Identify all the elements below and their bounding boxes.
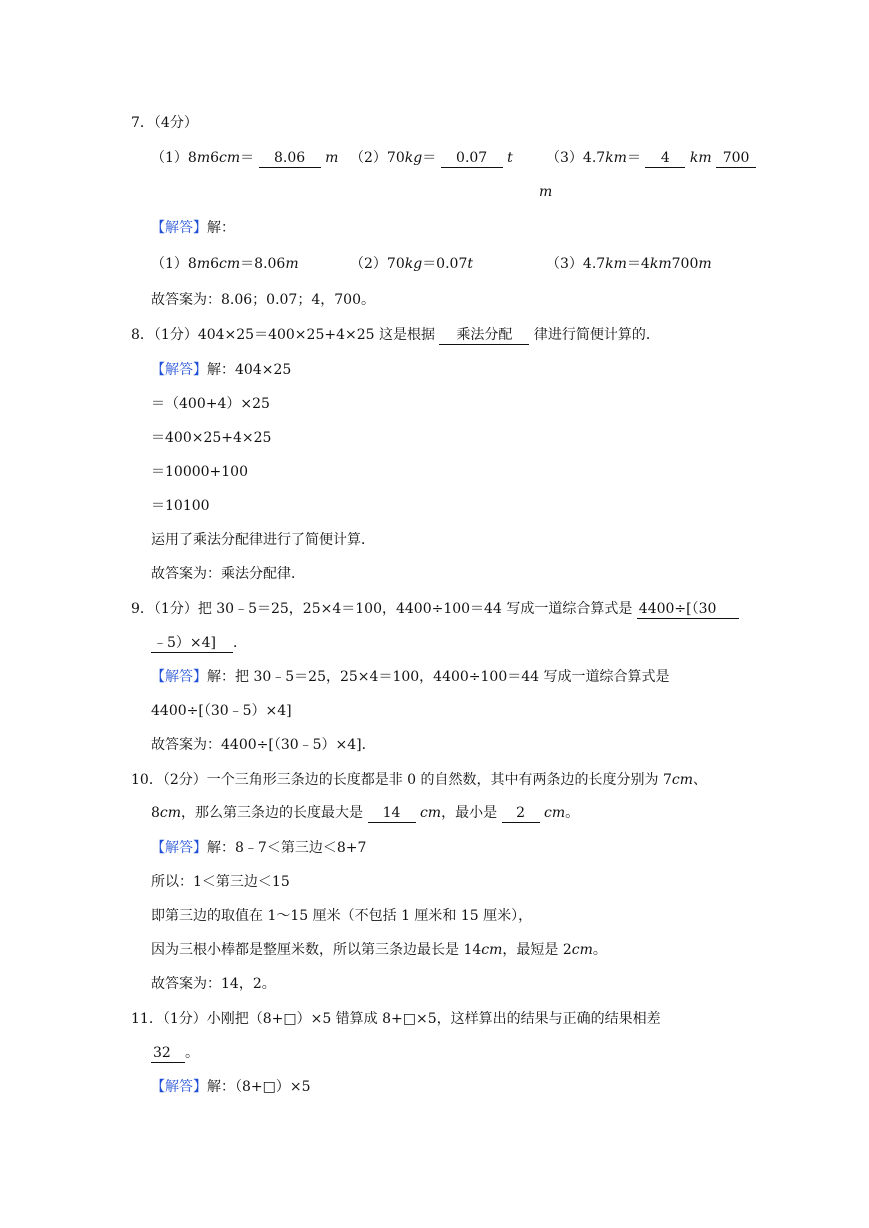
q8-note: 运用了乘法分配律进行了简便计算． xyxy=(151,532,375,548)
q10-solution-line3: 即第三边的取值在 1～15 厘米（不包括 1 厘米和 15 厘米）， xyxy=(151,908,533,924)
solution-tag: 【解答】 xyxy=(151,669,207,685)
q7-answer-blank-1: 8.06 xyxy=(259,149,321,168)
q11-stem-cont: 32 。 xyxy=(153,1045,199,1061)
q7-solution-1: （1）8m6cm＝8.06m xyxy=(151,256,299,272)
q11-solution-label: 【解答】解：（8+□）×5 xyxy=(151,1079,311,1095)
q10-final-answer: 故答案为：14，2。 xyxy=(151,976,276,992)
q9-solution-line2: 4400÷[（30﹣5）×4] xyxy=(151,703,292,719)
q9-answer-blank-part1: 4400÷[（30 xyxy=(637,600,739,619)
q7-header: 7．（4分） xyxy=(131,115,198,131)
q11-answer-blank: 32 xyxy=(151,1044,185,1063)
q9-final-answer: 故答案为：4400÷[（30﹣5）×4]． xyxy=(151,737,376,753)
q7-solution-3: （3）4.7km＝4km700m xyxy=(546,256,712,272)
q8-solution-label: 【解答】解：404×25 xyxy=(151,362,292,378)
q8-step: ＝10100 xyxy=(151,498,210,514)
solution-tag: 【解答】 xyxy=(151,1079,207,1095)
q7-final-answer: 故答案为：8.06；0.07；4，700。 xyxy=(151,292,375,308)
solution-tag: 【解答】 xyxy=(151,840,207,856)
q10-solution-line2: 所以：1＜第三边＜15 xyxy=(151,874,290,890)
q7-answer-blank-2: 0.07 xyxy=(441,149,503,168)
solution-tag: 【解答】 xyxy=(151,362,207,378)
q10-solution-label: 【解答】解：8﹣7＜第三边＜8+7 xyxy=(151,840,367,856)
q7-part3-unit-wrap: m xyxy=(539,184,553,200)
q9-stem: 9．（1分）把 30﹣5＝25，25×4＝100，4400÷100＝44 写成一道综合算式是 4400÷[（30 xyxy=(131,599,739,619)
q7-part3: （3）4.7km＝ 4 km 700 xyxy=(546,148,756,168)
q8-step: ＝400×25+4×25 xyxy=(151,430,272,446)
q10-answer-blank-min: 2 xyxy=(502,804,540,823)
q7-answer-blank-3a: 4 xyxy=(645,149,685,168)
q10-answer-blank-max: 14 xyxy=(368,804,416,823)
q7-part2: （2）70kg＝ 0.07 t xyxy=(350,150,513,166)
q8-step: ＝10000+100 xyxy=(151,464,248,480)
q8-final-answer: 故答案为：乘法分配律． xyxy=(151,566,305,582)
q7-solution-2: （2）70kg＝0.07t xyxy=(350,256,473,272)
q7-answer-blank-3b: 700 xyxy=(716,149,756,168)
q8-stem: 8．（1分）404×25＝400×25+4×25 这是根据 乘法分配 律进行简便计算的． xyxy=(131,327,660,343)
q8-step: ＝（400+4）×25 xyxy=(151,396,270,412)
q9-solution-label: 【解答】解：把 30﹣5＝25，25×4＝100，4400÷100＝44 写成一道综合算式是 xyxy=(151,669,670,685)
q9-answer-blank-part2: ﹣5）×4] xyxy=(151,634,233,653)
q9-stem-cont: ﹣5）×4] ． xyxy=(153,635,247,651)
q10-stem-line1: 10．（2分）一个三角形三条边的长度都是非 0 的自然数，其中有两条边的长度分别为 7cm、 xyxy=(131,772,708,788)
solution-tag: 【解答】 xyxy=(151,220,207,236)
q10-solution-line4: 因为三根小棒都是整厘米数，所以第三条边最长是 14cm，最短是 2cm。 xyxy=(151,942,607,958)
q11-stem: 11．（1分）小刚把（8+□）×5 错算成 8+□×5，这样算出的结果与正确的结果相差 xyxy=(131,1011,661,1027)
q8-answer-blank: 乘法分配 xyxy=(439,326,529,345)
q7-part1: （1）8m6cm＝ 8.06 m xyxy=(151,150,339,166)
q7-solution-label: 【解答】解： xyxy=(151,220,235,236)
q10-stem-line2: 8cm，那么第三条边的长度最大是 14 cm，最小是 2 cm。 xyxy=(151,805,580,821)
